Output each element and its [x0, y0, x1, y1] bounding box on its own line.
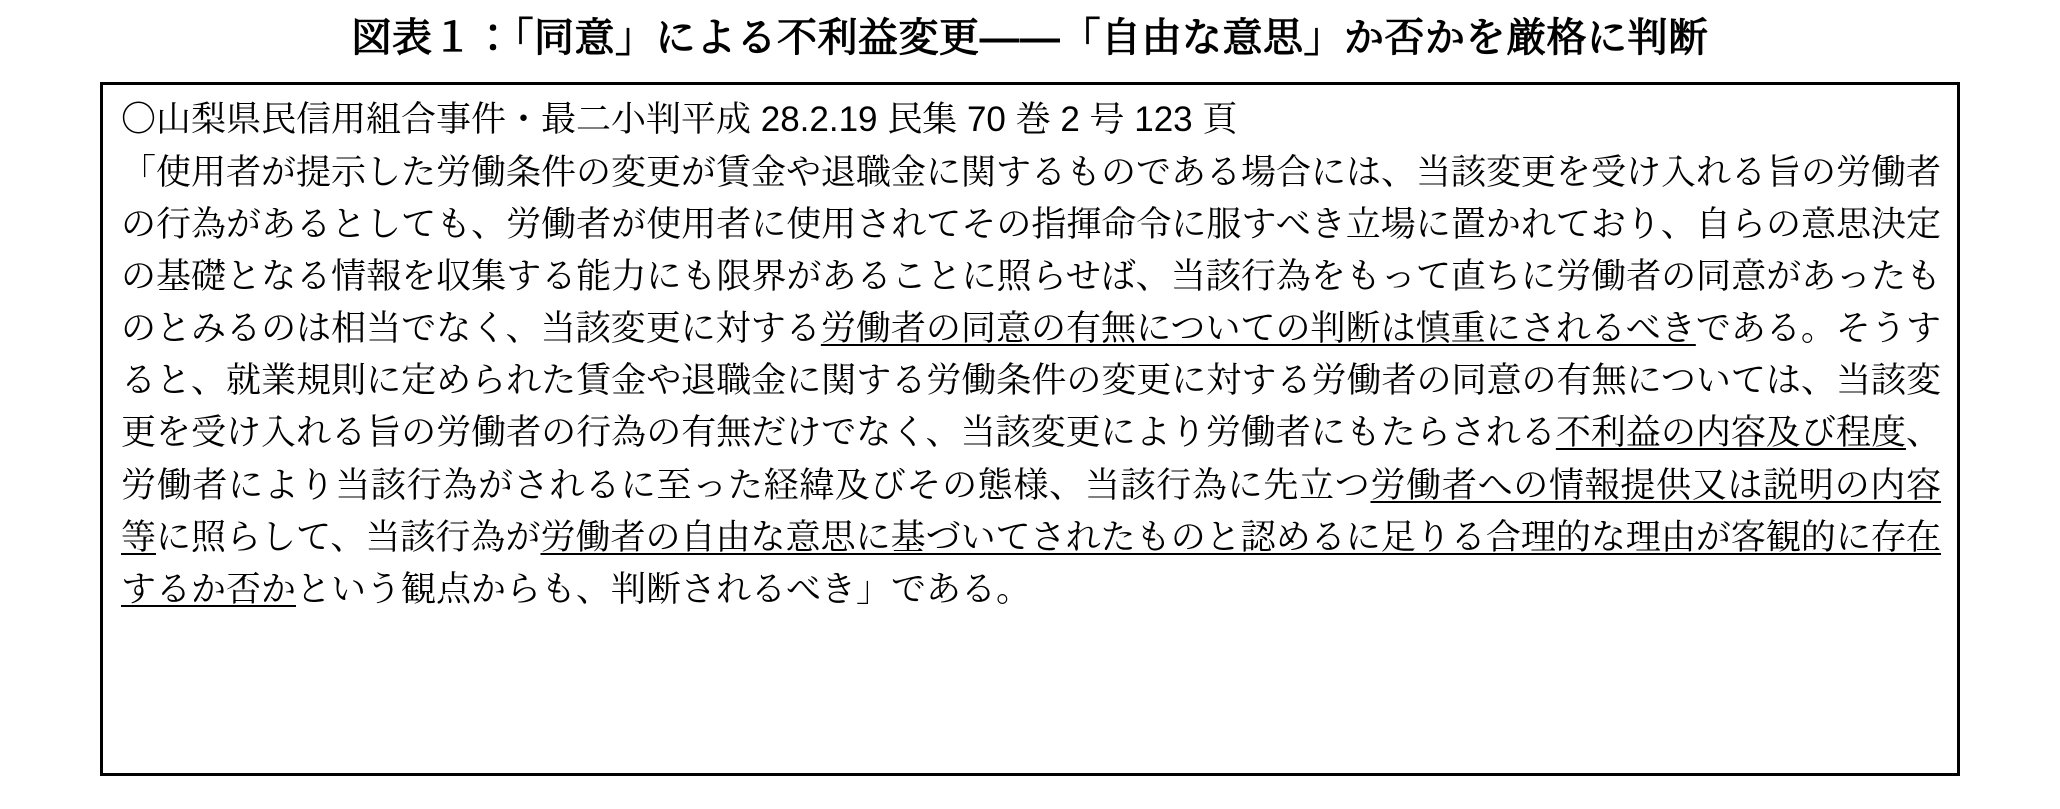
figure-title: 図表１：「同意」による不利益変更——「自由な意思」か否かを厳格に判断 [351, 16, 1709, 60]
quote-text: 「使用者が提示した労働条件の変更が賃金や退職金に関するものである場合には、当該変更を受け入れる旨の労働者の行為があるとしても、労働者が使用者に使用されてその指揮命令に服すべき立場に置かれており、自らの意思決定の基礎となる情報を収集する能力にも限界があることに照らせば、当該行為をもって直ちに労働者の同意があったものとみるのは相当でなく、当該変更に対する [121, 152, 1942, 349]
quote-text: 、労働者により当該行為がされるに至った経緯及びその態様、当該行為に先立つ [121, 413, 1941, 505]
quote-emphasis: 労働者への情報提供又は説明の内容等 [121, 465, 1941, 557]
quote-text: に照らして、当該行為が [156, 517, 541, 557]
quote-body [121, 147, 1941, 616]
quote-box [100, 82, 1960, 776]
quote-emphasis: 労働者の同意の有無についての判断は慎重にされるべき [820, 309, 1696, 349]
quote-emphasis: 労働者の自由な意思に基づいてされたものと認めるに足りる合理的な理由が客観的に存在するか否か [121, 517, 1941, 609]
case-citation: 〇山梨県民信用組合事件・最二小判平成 28.2.19 民集 70 巻 2 号 123 頁 [121, 100, 1238, 139]
quote-emphasis: 不利益の内容及び程度 [1555, 413, 1906, 453]
quote-text: である。そうすると、就業規則に定められた賃金や退職金に関する労働条件の変更に対する労働者の同意の有無については、当該変更を受け入れる旨の労働者の行為の有無だけでなく、当該変更により労働者にもたらされる [121, 309, 1941, 453]
quote-text: という観点からも、判断されるべき」である。 [296, 569, 1032, 609]
